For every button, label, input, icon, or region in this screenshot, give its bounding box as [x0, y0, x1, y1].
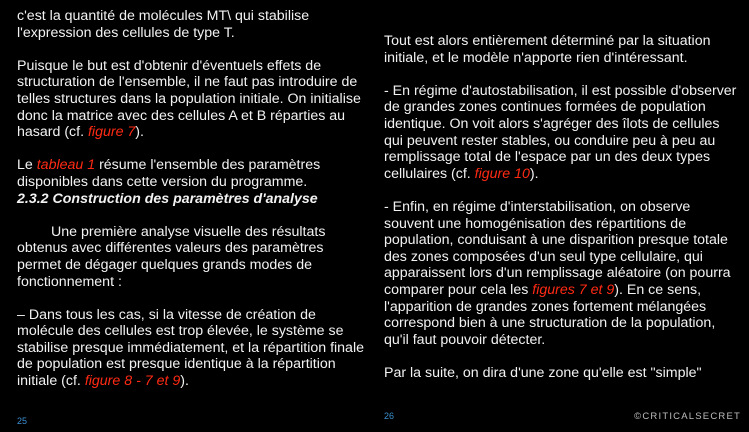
paragraph-text: ). En ce sens, l'apparition de grandes zones fortement mélangées correspond bien à une structuration de la population, qu'il faut pouvoir détecter.: [384, 281, 716, 348]
paragraph-text: – Dans tous les cas, si la vitesse de création de molécule des cellules est trop élevée, le système se stabilise presque immédiatement, et la répartition finale de population est presque identique à la répartition initiale (cf.: [17, 306, 364, 390]
tableau-1-link[interactable]: tableau 1: [36, 157, 96, 174]
paragraph-text: ).: [529, 165, 539, 182]
section-heading: 2.3.2 Construction des paramètres d'analyse: [17, 190, 318, 207]
figure-10-link[interactable]: figure 10: [474, 165, 530, 182]
footer-credit: ©CRITICALSECRET: [634, 411, 741, 422]
paragraph-text: - En régime d'autostabilisation, il est possible d'observer de grandes zones continues formées de population identique. On voit alors s'agréger des îlots de cellules qui peuvent rester stables, ou conduire peu à peu au remplissage total de l'espace par un des deux types cellulaires (cf.: [384, 82, 737, 182]
paragraph: [17, 307, 369, 390]
paragraph: [17, 157, 369, 190]
paragraph-text: Puisque le but est d'obtenir d'éventuels effets de structuration de l'ensemble, il ne faut pas introduire de telles structures dans la population initiale. On initialise donc la matrice avec des cellules A et B réparties au hasard (cf.: [17, 57, 361, 141]
paragraph: [17, 58, 369, 141]
paragraph: Tout est alors entièrement déterminé par la situation initiale, et le modèle n'apporte rien d'intéressant.: [384, 33, 711, 66]
paragraph-text: ).: [135, 124, 144, 141]
paragraph: Une première analyse visuelle des résultats obtenus avec différentes valeurs des paramètres permet de dégager quelques grands modes de fonctionnement :: [17, 223, 326, 290]
left-column: [17, 8, 369, 390]
paragraph-text: - Enfin, en régime d'interstabilisation, on observe souvent une homogénisation des répartitions de population, conduisant à une disparition presque totale des zones composées d'un seul type cellulaire, qui apparaissent lors d'un remplissage aléatoire (on pourra comparer pour cela les: [384, 198, 731, 298]
paragraph: [384, 83, 740, 183]
figure-7-link[interactable]: figure 7: [87, 124, 136, 141]
figures-7-9-link[interactable]: figures 7 et 9: [532, 281, 615, 298]
figure-8-link[interactable]: figure 8 - 7 et 9: [84, 373, 181, 390]
right-column: [384, 33, 740, 381]
paragraph-text: Le: [17, 157, 37, 174]
page-number-left: 25: [17, 416, 28, 426]
paragraph: [384, 199, 740, 348]
paragraph: Par la suite, on dira d'une zone qu'elle est "simple": [384, 364, 702, 381]
paragraph-text: résume l'ensemble des paramètres disponibles dans cette version du programme.: [17, 157, 321, 190]
paragraph-text: ).: [180, 373, 189, 390]
paragraph: c'est la quantité de molécules MT\ qui stabilise l'expression des cellules de type T.: [17, 8, 310, 41]
page-number-right: 26: [384, 411, 395, 421]
